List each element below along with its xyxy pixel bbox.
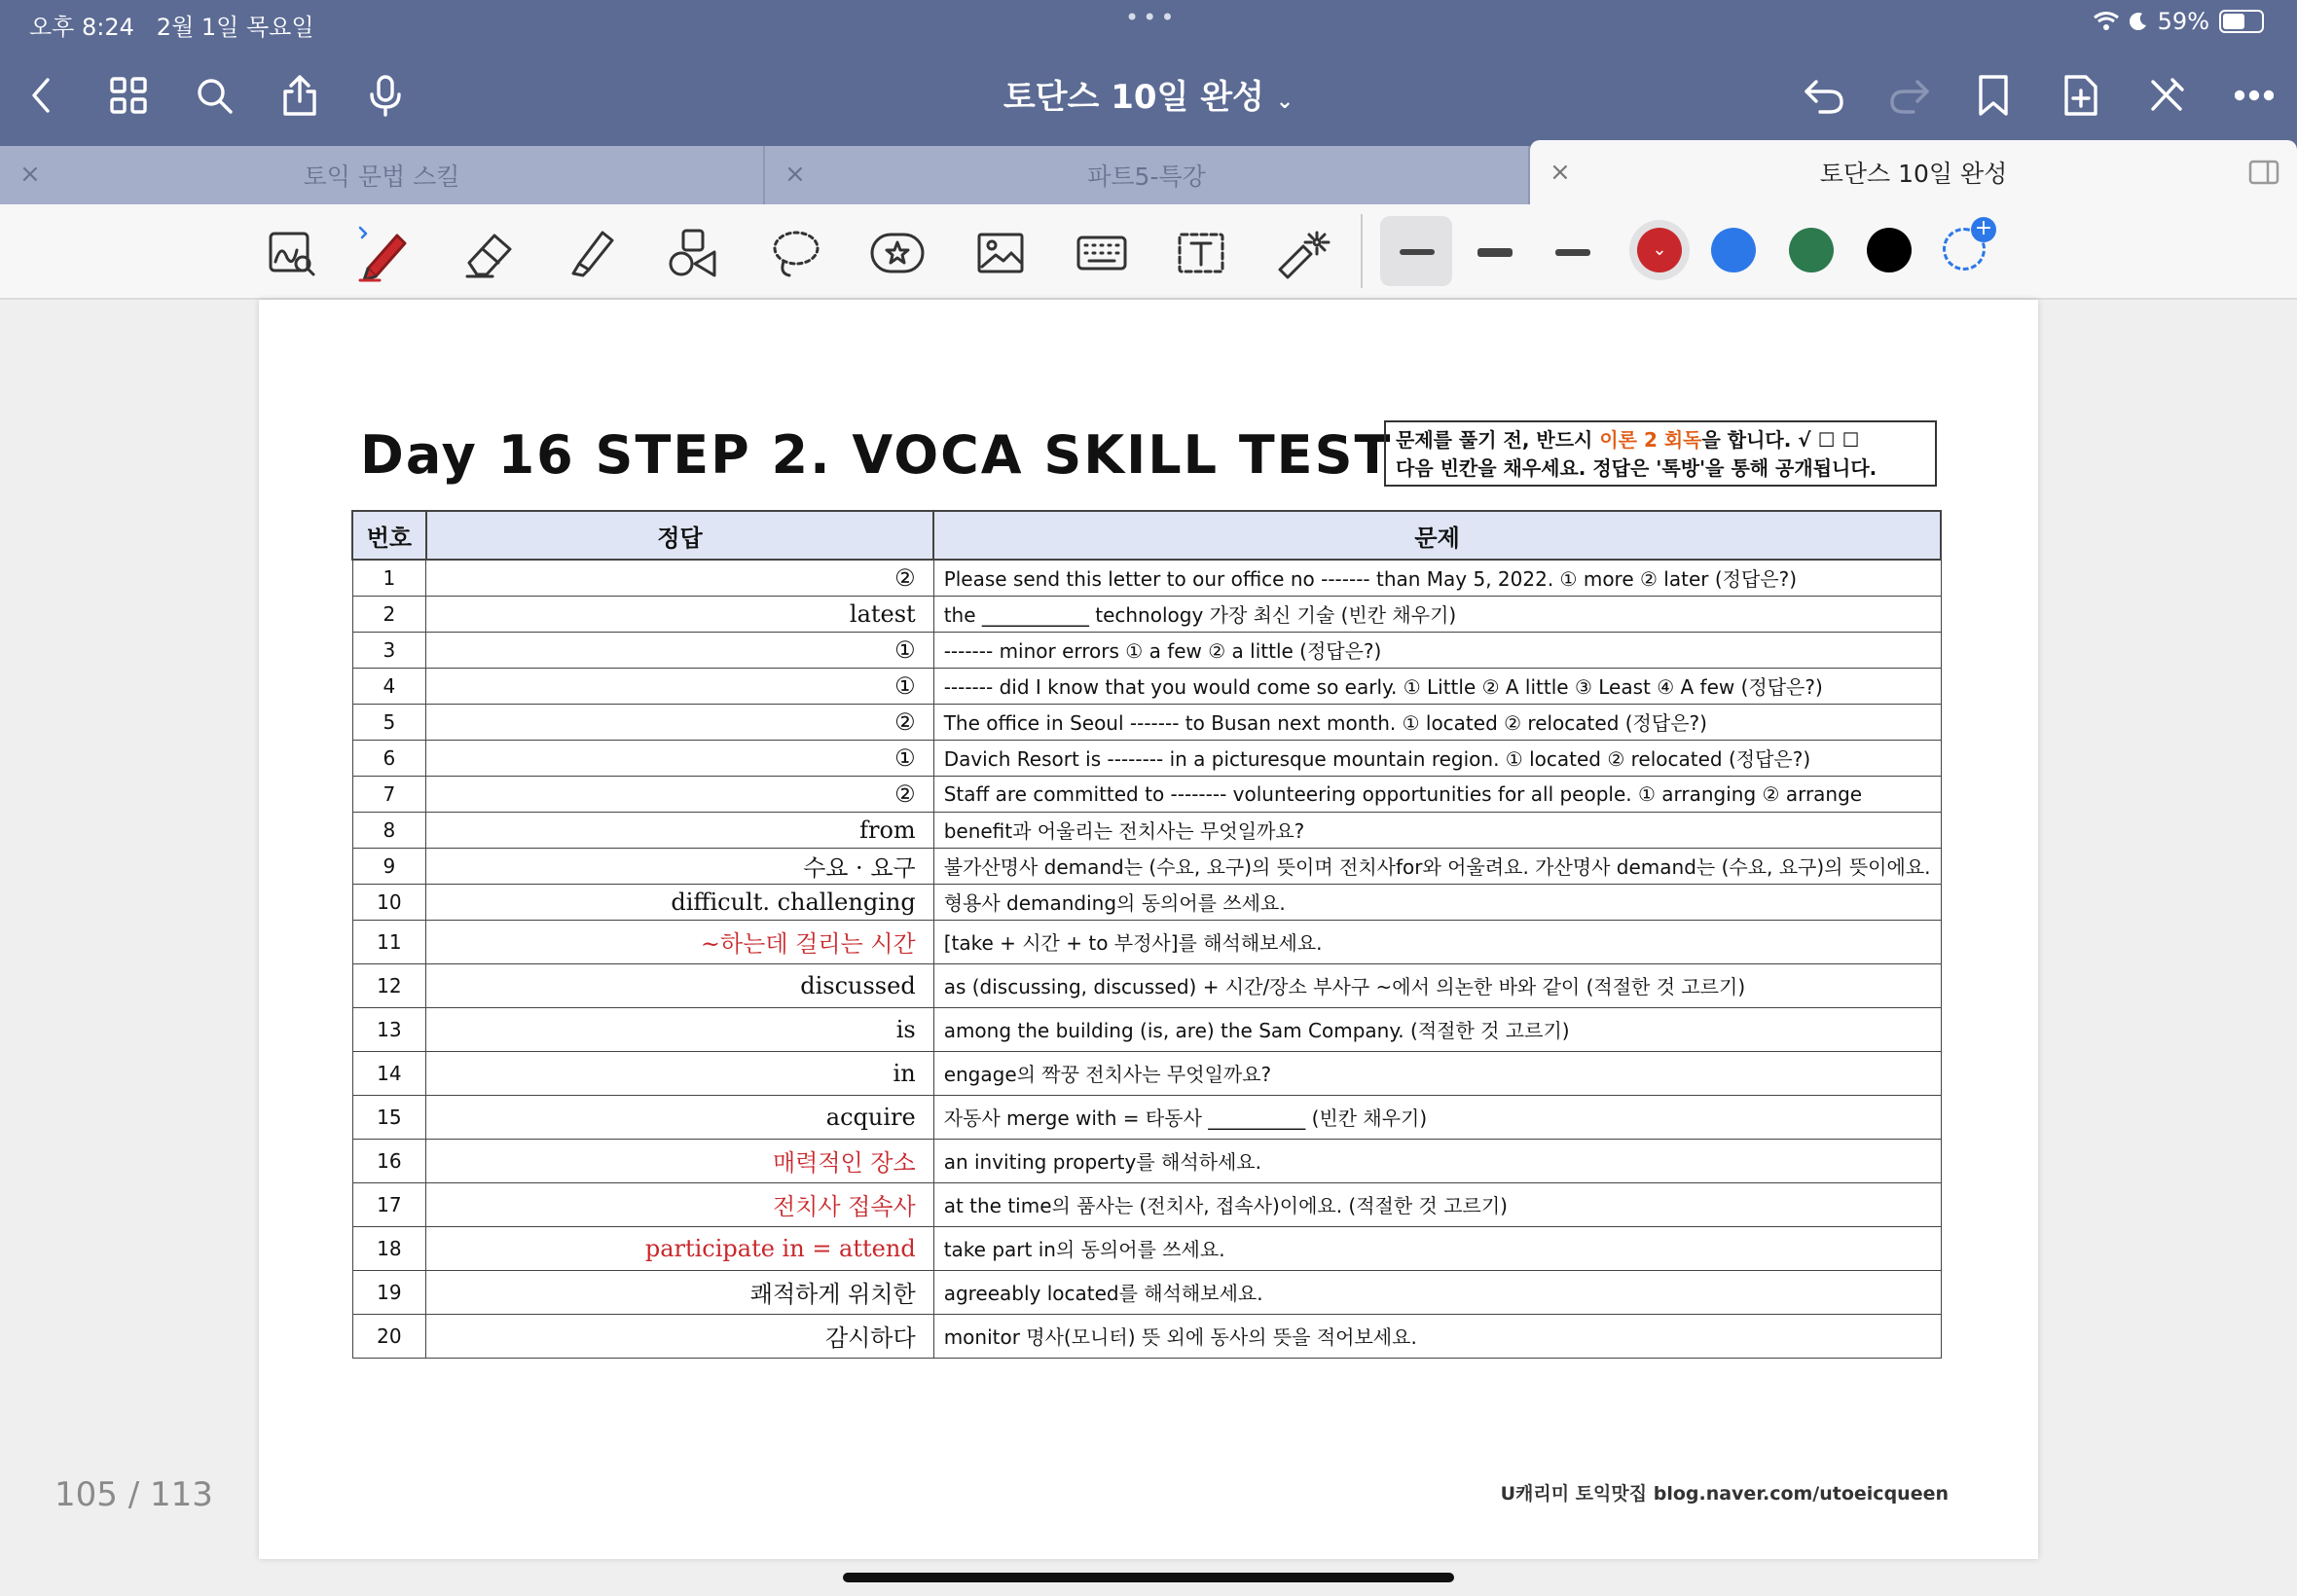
table-row: 7 ② Staff are committed to -------- volunteering opportunities for all people. ① arranging ② arrange — [352, 776, 1941, 812]
multitask-dots[interactable]: ••• — [1125, 4, 1179, 31]
highlighter-icon — [565, 227, 618, 279]
top-nav-bar — [0, 47, 2297, 146]
document-page[interactable] — [259, 300, 2038, 1559]
handwritten-answer: participate in = attend — [426, 1226, 933, 1270]
text-box-tool[interactable] — [1170, 222, 1232, 284]
question-text: an inviting property를 해석하세요. — [933, 1139, 1941, 1182]
question-text: benefit과 어울리는 전치사는 무엇일까요? — [933, 812, 1941, 848]
question-text: ------- did I know that you would come so early. ① Little ② A little ③ Least ④ A few (정답은?) — [933, 668, 1941, 704]
microphone-button[interactable] — [358, 68, 413, 123]
search-icon — [195, 76, 234, 115]
share-icon — [280, 74, 319, 117]
question-text: [take + 시간 + to 부정사]를 해석해보세요. — [933, 920, 1941, 963]
notice-line-1: 문제를 풀기 전, 반드시 이론 2 회독을 합니다. √ ☐ ☐ — [1396, 428, 1860, 452]
header-num: 번호 — [352, 511, 426, 560]
table-row: 17 전치사 접속사 at the time의 품사는 (전치사, 접속사)이에요. (적절한 것 고르기) — [352, 1182, 1941, 1226]
tab-toeic-grammar[interactable] — [0, 146, 765, 204]
status-bar — [0, 0, 2297, 47]
grid-view-button[interactable] — [101, 68, 156, 123]
plus-icon: + — [1971, 217, 1996, 242]
page-title: Day 16 STEP 2. VOCA SKILL TEST — [360, 424, 1393, 486]
shapes-tool[interactable] — [662, 222, 724, 284]
handwritten-answer: difficult. challenging — [426, 884, 933, 920]
microphone-icon — [368, 74, 403, 117]
table-row: 2 latest the ___________ technology 가장 최신 기술 (빈칸 채우기) — [352, 596, 1941, 632]
text-box-icon — [1175, 230, 1227, 276]
grid-icon — [109, 76, 148, 115]
home-indicator[interactable] — [843, 1573, 1454, 1582]
tab-bar — [0, 146, 2297, 204]
color-black[interactable] — [1867, 228, 1912, 272]
more-button[interactable] — [2227, 68, 2281, 123]
pen-toolbar — [0, 204, 2297, 300]
search-button[interactable] — [187, 68, 241, 123]
table-row: 14 in engage의 짝꿍 전치사는 무엇일까요? — [352, 1051, 1941, 1095]
add-page-icon — [2062, 74, 2099, 117]
status-right — [2094, 8, 2264, 35]
handwritten-answer: in — [426, 1051, 933, 1095]
handwritten-answer: ② — [426, 776, 933, 812]
question-text: the ___________ technology 가장 최신 기술 (빈칸 채우기) — [933, 596, 1941, 632]
pen-icon — [352, 224, 415, 282]
sticker-icon — [869, 231, 926, 275]
handwritten-answer: 전치사 접속사 — [426, 1182, 933, 1226]
header-question: 문제 — [933, 511, 1941, 560]
eraser-tool[interactable] — [459, 222, 522, 284]
question-text: 자동사 merge with = 타동사 __________ (빈칸 채우기) — [933, 1095, 1941, 1139]
zoom-box-tool[interactable] — [261, 222, 323, 284]
bookmark-button[interactable] — [1966, 68, 2021, 123]
table-row: 8 from benefit과 어울리는 전치사는 무엇일까요? — [352, 812, 1941, 848]
chevron-down-icon: ⌄ — [1275, 90, 1294, 114]
keyboard-icon — [1076, 234, 1128, 272]
sticker-tool[interactable] — [866, 222, 929, 284]
handwritten-answer: 매력적인 장소 — [426, 1139, 933, 1182]
table-row: 15 acquire 자동사 merge with = 타동사 __________ (빈칸 채우기) — [352, 1095, 1941, 1139]
question-text: as (discussing, discussed) + 시간/장소 부사구 ~에서 의논한 바와 같이 (적절한 것 고르기) — [933, 963, 1941, 1007]
image-tool[interactable] — [969, 222, 1032, 284]
color-green[interactable] — [1789, 228, 1834, 272]
question-text: engage의 짝꿍 전치사는 무엇일까요? — [933, 1051, 1941, 1095]
thickness-medium[interactable] — [1477, 248, 1513, 257]
status-time: 오후 8:24 2월 1일 목요일 — [29, 14, 314, 41]
table-row: 13 is among the building (is, are) the Sam Company. (적절한 것 고르기) — [352, 1007, 1941, 1051]
handwritten-answer: ① — [426, 740, 933, 776]
lasso-tool[interactable] — [765, 222, 827, 284]
zoom-box-icon — [268, 229, 316, 277]
question-text: Davich Resort is -------- in a picturesque mountain region. ① located ② relocated (정답은?) — [933, 740, 1941, 776]
lasso-icon — [770, 227, 822, 279]
undo-button[interactable] — [1797, 68, 1851, 123]
handwritten-answer: ① — [426, 632, 933, 668]
handwritten-answer: 수요 · 요구 — [426, 848, 933, 884]
handwritten-answer: ① — [426, 668, 933, 704]
color-red[interactable]: ⌄ — [1637, 228, 1682, 272]
table-row: 9 수요 · 요구 불가산명사 demand는 (수요, 요구)의 뜻이며 전치사for와 어울려요. 가산명사 demand는 (수요, 요구)의 뜻이에요. — [352, 848, 1941, 884]
redo-button[interactable] — [1882, 68, 1937, 123]
image-icon — [976, 232, 1025, 274]
handwritten-answer: ~하는데 걸리는 시간 — [426, 920, 933, 963]
redo-icon — [1888, 76, 1931, 115]
question-text: ------- minor errors ① a few ② a little (정답은?) — [933, 632, 1941, 668]
share-button[interactable] — [273, 68, 327, 123]
more-icon — [2235, 90, 2274, 101]
undo-icon — [1803, 76, 1845, 115]
notice-box — [1384, 420, 1937, 487]
battery-icon — [2219, 10, 2264, 33]
thickness-thick[interactable] — [1555, 249, 1590, 256]
toolbar-divider — [1361, 214, 1363, 288]
tab-part5[interactable] — [765, 146, 1530, 204]
handwritten-answer: acquire — [426, 1095, 933, 1139]
table-row: 20 감시하다 monitor 명사(모니터) 뜻 외에 동사의 뜻을 적어보세요. — [352, 1314, 1941, 1358]
tab-todans-active[interactable] — [1530, 140, 2297, 204]
add-color-button[interactable] — [1943, 216, 1993, 271]
close-icon[interactable]: × — [1550, 158, 1571, 187]
tab-label: 파트5-특강 — [1087, 163, 1206, 191]
handwritten-answer: ② — [426, 560, 933, 596]
moon-icon — [2129, 12, 2148, 31]
quiz-table — [351, 510, 1942, 1359]
question-text: take part in의 동의어를 쓰세요. — [933, 1226, 1941, 1270]
eraser-icon — [463, 228, 518, 278]
table-row: 3 ① ------- minor errors ① a few ② a little (정답은?) — [352, 632, 1941, 668]
chevron-left-icon — [26, 76, 55, 115]
page-footer: U캐리미 토익맛집 blog.naver.com/utoeicqueen — [1500, 1483, 1949, 1505]
keyboard-tool[interactable] — [1071, 222, 1133, 284]
battery-percent: 59% — [2157, 8, 2209, 35]
notice-line-2: 다음 빈칸을 채우세요. 정답은 '톡방'을 통해 공개됩니다. — [1396, 456, 1878, 480]
handwritten-answer: from — [426, 812, 933, 848]
add-page-button[interactable] — [2054, 68, 2108, 123]
table-row: 16 매력적인 장소 an inviting property를 해석하세요. — [352, 1139, 1941, 1182]
table-row: 5 ② The office in Seoul ------- to Busan next month. ① located ② relocated (정답은?) — [352, 704, 1941, 740]
color-blue[interactable] — [1711, 228, 1756, 272]
question-text: agreeably located를 해석해보세요. — [933, 1270, 1941, 1314]
table-row: 18 participate in = attend take part in의 동의어를 쓰세요. — [352, 1226, 1941, 1270]
close-icon[interactable]: × — [784, 160, 806, 189]
thickness-thin[interactable] — [1400, 249, 1435, 255]
table-row: 11 ~하는데 걸리는 시간 [take + 시간 + to 부정사]를 해석해보세요. — [352, 920, 1941, 963]
table-row: 12 discussed as (discussing, discussed) + 시간/장소 부사구 ~에서 의논한 바와 같이 (적절한 것 고르기) — [352, 963, 1941, 1007]
question-text: The office in Seoul ------- to Busan next month. ① located ② relocated (정답은?) — [933, 704, 1941, 740]
handwritten-answer: ② — [426, 704, 933, 740]
pen-tool[interactable] — [352, 222, 415, 284]
tab-label: 토익 문법 스킬 — [303, 163, 460, 191]
handwritten-answer: discussed — [426, 963, 933, 1007]
tab-label: 토단스 10일 완성 — [1819, 160, 2008, 188]
bookmark-icon — [1977, 74, 2010, 117]
table-row: 1 ② Please send this letter to our office no ------- than May 5, 2022. ① more ② later (정답은?) — [352, 560, 1941, 596]
question-text: Staff are committed to -------- volunteering opportunities for all people. ① arranging ② arrange — [933, 776, 1941, 812]
shapes-icon — [666, 227, 720, 279]
question-text: monitor 명사(모니터) 뜻 외에 동사의 뜻을 적어보세요. — [933, 1314, 1941, 1358]
wifi-icon — [2094, 12, 2119, 31]
pencil-off-icon — [2147, 76, 2186, 115]
handwritten-answer: 감시하다 — [426, 1314, 933, 1358]
document-title-dropdown[interactable]: 토단스 10일 완성 ⌄ — [1003, 78, 1294, 117]
table-row: 6 ① Davich Resort is -------- in a picturesque mountain region. ① located ② relocated (정답은?) — [352, 740, 1941, 776]
page-counter: 105 / 113 — [55, 1475, 213, 1514]
handwritten-answer: latest — [426, 596, 933, 632]
table-row: 10 difficult. challenging 형용사 demanding의 동의어를 쓰세요. — [352, 884, 1941, 920]
question-text: at the time의 품사는 (전치사, 접속사)이에요. (적절한 것 고르기) — [933, 1182, 1941, 1226]
close-icon[interactable]: × — [19, 160, 41, 189]
highlighter-tool[interactable] — [561, 222, 623, 284]
back-button[interactable] — [14, 68, 68, 123]
handwritten-answer: is — [426, 1007, 933, 1051]
table-row: 19 쾌적하게 위치한 agreeably located를 해석해보세요. — [352, 1270, 1941, 1314]
question-text: 불가산명사 demand는 (수요, 요구)의 뜻이며 전치사for와 어울려요. 가산명사 demand는 (수요, 요구)의 뜻이에요. — [933, 848, 1941, 884]
split-view-icon[interactable] — [2248, 160, 2281, 187]
question-text: Please send this letter to our office no ------- than May 5, 2022. ① more ② later (정답은?) — [933, 560, 1941, 596]
tools-toggle-button[interactable] — [2139, 68, 2194, 123]
laser-pointer-tool[interactable] — [1271, 222, 1333, 284]
question-text: among the building (is, are) the Sam Company. (적절한 것 고르기) — [933, 1007, 1941, 1051]
question-text: 형용사 demanding의 동의어를 쓰세요. — [933, 884, 1941, 920]
header-answer: 정답 — [426, 511, 933, 560]
handwritten-answer: 쾌적하게 위치한 — [426, 1270, 933, 1314]
laser-pointer-icon — [1274, 227, 1331, 279]
table-row: 4 ① ------- did I know that you would come so early. ① Little ② A little ③ Least ④ A few (정답은?) — [352, 668, 1941, 704]
